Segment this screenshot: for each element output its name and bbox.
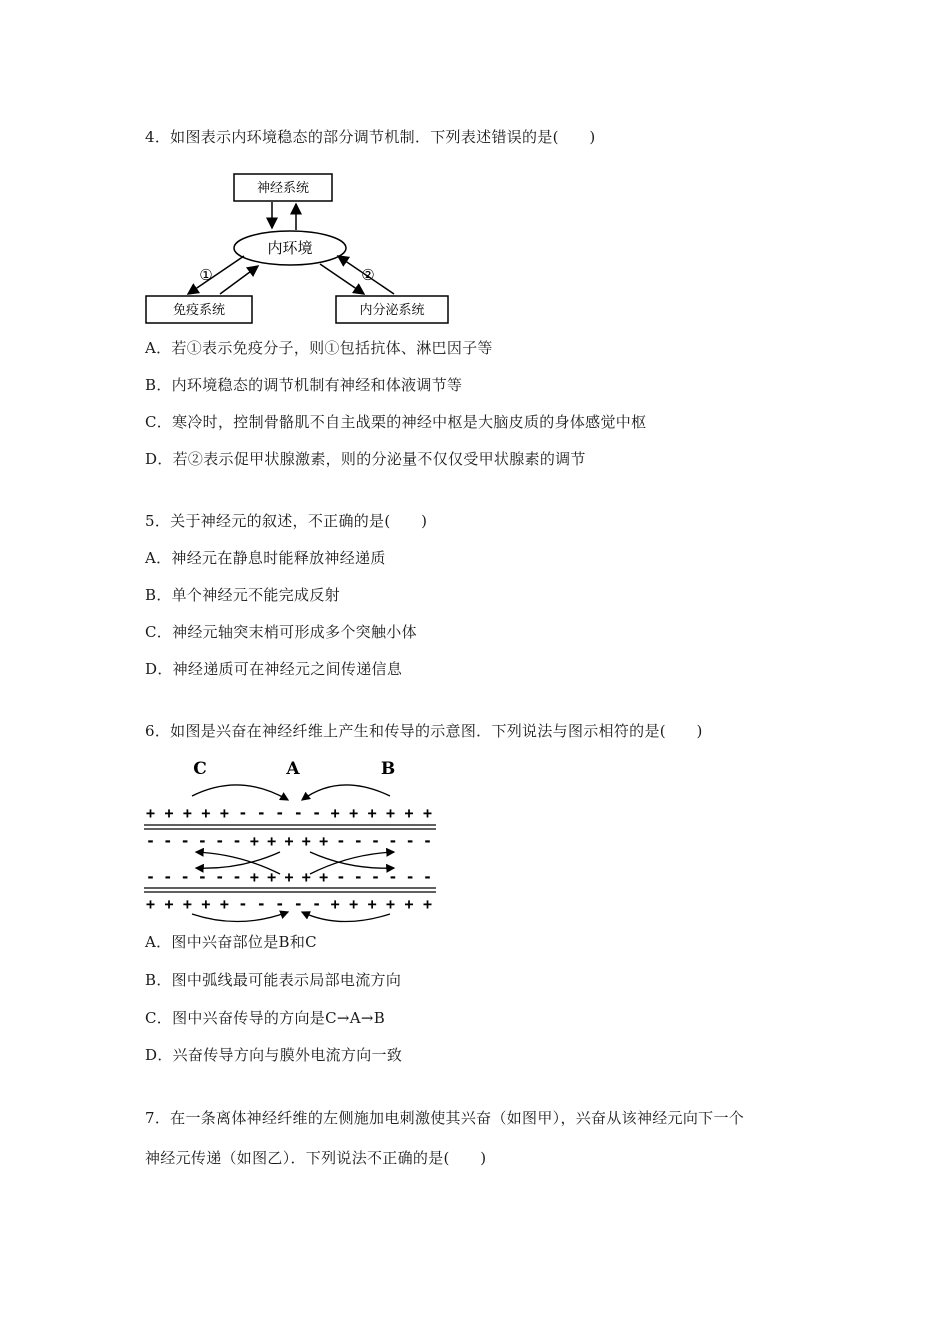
q6-option-a: A．图中兴奋部位是B和C [145,933,317,951]
charge-row-3: - - - - - - + + + + + - - - - - - [146,868,432,886]
charge-row-2: - - - - - - + + + + + - - - - - - [146,832,432,850]
arc-bottom-left [192,912,288,922]
q6-stem: 6．如图是兴奋在神经纤维上产生和传导的示意图．下列说法与图示相符的是( ) [145,722,703,740]
q6-option-d: D．兴奋传导方向与膜外电流方向一致 [145,1046,403,1064]
q4-option-d: D．若②表示促甲状腺激素，则的分泌量不仅仅受甲状腺素的调节 [145,450,586,468]
mark-2: ② [361,266,375,284]
label-c: C [193,759,207,779]
mark-1: ① [199,266,213,284]
charge-row-4: + + + + + - - - - - + + + + + + [146,895,432,913]
arc-bottom-right [302,912,390,922]
q4-option-a: A．若①表示免疫分子，则①包括抗体、淋巴因子等 [145,339,493,357]
q7-line-1: 7．在一条离体神经纤维的左侧施加电刺激使其兴奋（如图甲），兴奋从该神经元向下一个 [145,1109,745,1127]
internal-environment-label: 内环境 [267,239,313,257]
q7-line-2: 神经元传递（如图乙）．下列说法不正确的是( ) [145,1149,487,1167]
q5-stem: 5．关于神经元的叙述，不正确的是( ) [145,512,428,530]
arc-inner-left-1 [196,852,280,868]
q6-option-c: C．图中兴奋传导的方向是C→A→B [145,1009,386,1027]
homeostasis-diagram [140,168,460,330]
immune-system-label: 免疫系统 [172,303,226,318]
q6-option-b: B．图中弧线最可能表示局部电流方向 [145,971,402,989]
q5-option-a: A．神经元在静息时能释放神经递质 [145,549,386,567]
q4-stem: 4．如图表示内环境稳态的部分调节机制．下列表述错误的是( ) [145,128,596,146]
q5-option-d: D．神经递质可在神经元之间传递信息 [145,660,403,678]
q5-option-c: C．神经元轴突末梢可形成多个突触小体 [145,623,417,641]
nervous-system-label: 神经系统 [256,181,310,196]
arrow-internal-to-immune [188,256,244,294]
arc-top-left [192,785,288,800]
arc-inner-right-1 [310,852,394,868]
arrow-immune-to-internal [220,266,258,294]
endocrine-system-label: 内分泌系统 [359,303,425,318]
arc-top-right [302,785,390,800]
q5-option-b: B．单个神经元不能完成反射 [145,586,340,604]
label-a: A [286,759,300,779]
label-b: B [380,759,396,779]
q4-option-b: B．内环境稳态的调节机制有神经和体液调节等 [145,376,463,394]
nerve-fiber-diagram [140,752,450,924]
charge-row-1: + + + + + - - - - - + + + + + + [146,804,432,822]
q4-option-c: C．寒冷时，控制骨骼肌不自主战栗的神经中枢是大脑皮质的身体感觉中枢 [145,413,647,431]
